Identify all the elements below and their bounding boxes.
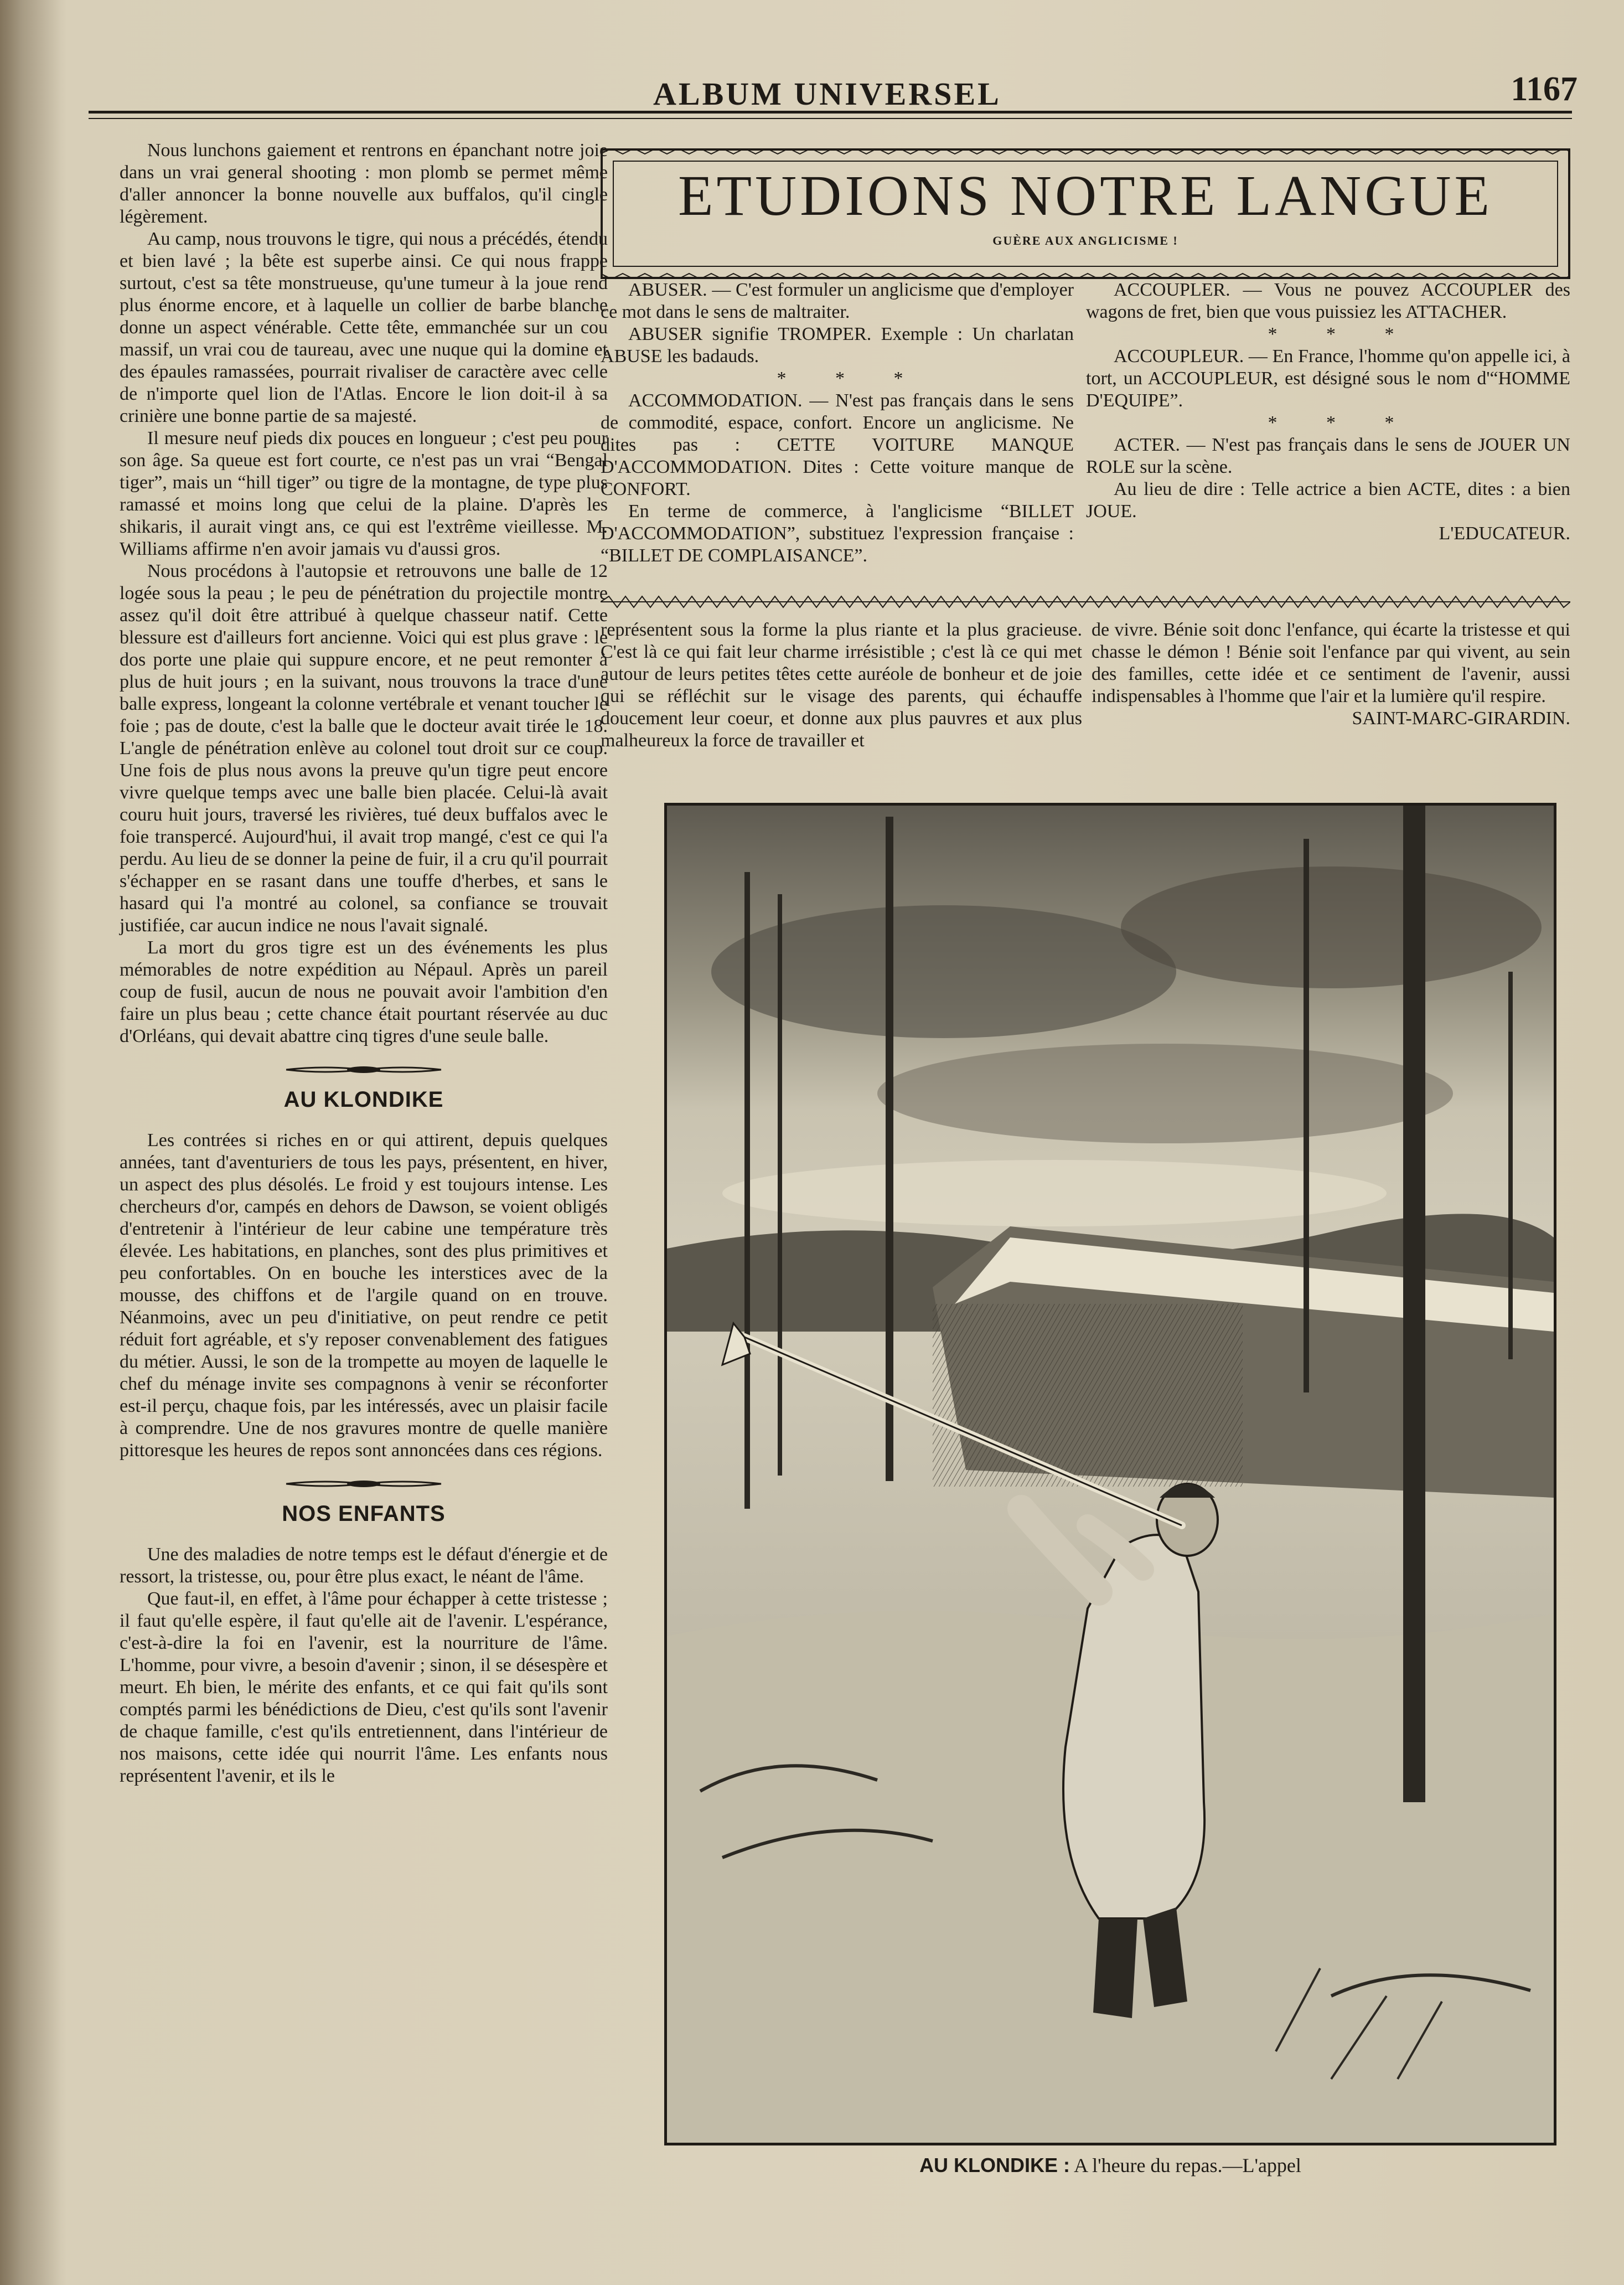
- header-rule: [89, 111, 1572, 119]
- engraving-illustration: [667, 806, 1554, 2143]
- enfants-signature: SAINT-MARC-GIRARDIN.: [1352, 708, 1570, 729]
- ornament-divider: [120, 1064, 608, 1075]
- zigzag-divider: [601, 594, 1570, 610]
- section-title-klondike: AU KLONDIKE: [283, 1087, 444, 1112]
- langue-title: ETUDIONS NOTRE LANGUE: [677, 164, 1493, 228]
- paragraph: En terme de commerce, à l'anglicisme “BILLET D'ACCOMMODATION”, substituez l'expression française : “BILLET DE COMPLAISANCE”.: [601, 501, 1074, 566]
- left-column: [120, 140, 608, 1787]
- caption-lead: AU KLONDIKE :: [919, 2154, 1070, 2176]
- stars-separator: * * *: [777, 368, 925, 389]
- paragraph: Que faut-il, en effet, à l'âme pour échapper à cette tristesse ; il faut qu'elle espère, il faut qu'elle ait de l'avenir. L'espérance, c'est-à-dire la foi en l'avenir, est la nourriture de l'âme. L'homme, pour vivre, a besoin d'avenir ; sinon, il se désespère et meurt. Eh bien, le mérite des enfants, et ce qui fait qu'ils sont comptés parmi les bénédictions de Dieu, c'est qu'ils sont l'avenir de chaque famille, c'est qu'ils entretiennent, dans l'intérieur de nos maisons, cette idée qui nourrit l'âme. Les enfants nous représentent l'avenir, et ils le: [120, 1588, 608, 1786]
- langue-right-column: [1086, 279, 1570, 545]
- langue-signature: L'EDUCATEUR.: [1439, 523, 1570, 544]
- paragraph: La mort du gros tigre est un des événements les plus mémorables de notre expédition au Népaul. Après un pareil coup de fusil, aucun de nous ne pouvait avoir l'ambition d'en faire un plus beau ; cette chance était pourtant réservée au duc d'Orléans, qui devait abattre cinq tigres d'une seule balle.: [120, 937, 608, 1046]
- langue-title-box: [601, 148, 1570, 279]
- running-title: ALBUM UNIVERSEL: [653, 76, 1001, 112]
- paragraph: ABUSER. — C'est formuler un anglicisme que d'employer ce mot dans le sens de maltraiter.: [601, 280, 1074, 322]
- paragraph: Au lieu de dire : Telle actrice a bien ACTE, dites : a bien JOUE.: [1086, 479, 1570, 522]
- paragraph: Nous lunchons gaiement et rentrons en épanchant notre joie dans un vrai general shooting : mon plomb se permet même d'aller annoncer la bonne nouvelle aux buffalos, qu'il cingle légèrement.: [120, 140, 608, 227]
- figure-caption: [664, 2154, 1556, 2177]
- binding-shadow: [0, 0, 66, 2285]
- page-number: 1167: [1511, 70, 1578, 108]
- paragraph: de vivre. Bénie soit donc l'enfance, qui écarte la tristesse et qui chasse le démon ! Bénie soit l'enfance par qui vivent, au sein des familles, cette idée et ce sentiment de l'avenir, aussi indispensables à l'homme que l'air et la lumière qu'il respire.: [1092, 620, 1570, 706]
- paragraph: Il mesure neuf pieds dix pouces en longueur ; c'est peu pour son âge. Sa queue est fort courte, ce n'est pas un vrai “Bengal tiger”, mais un “hill tiger” ou tigre de la montagne, de type plus ramassé et moins long que celui de la plaine. D'après les shikaris, il aurait vingt ans, ce qui est l'extrême vieillesse. M. Williams affirme n'en avoir jamais vu d'aussi gros.: [120, 428, 608, 559]
- langue-subtitle: GUÈRE AUX ANGLICISME !: [992, 234, 1178, 247]
- paragraph: Au camp, nous trouvons le tigre, qui nous a précédés, étendu et bien lavé ; la bête est superbe ainsi. Ce qui nous frappe surtout, c'est sa tête monstrueuse, qu'une tumeur à la joue rend plus énorme encore, et à laquelle un collier de barbe blanche donne un aspect vénérable. Cette tête, emmanchée sur un cou massif, un vrai cou de taureau, avec une nuque qui la domine et des épaules ramassées, pourrait rivaliser de caractère avec celle de n'importe quel lion de l'Atlas. Encore le lion doit-il à sa crinière une bonne partie de sa majesté.: [120, 229, 608, 426]
- klondike-engraving: [664, 803, 1556, 2145]
- paragraph: ACCOMMODATION. — N'est pas français dans le sens de commodité, espace, confort. Encore un anglicisme. Ne dites pas : CETTE VOITURE MANQUE D'ACCOMMODATION. Dites : Cette voiture manque de CONFORT.: [601, 390, 1074, 499]
- paragraph: Nous procédons à l'autopsie et retrouvons une balle de 12 logée sous la peau ; le peu de pénétration du projectile montre assez qu'il doit être attribué à quelque chasseur natif. Cette blessure est d'ailleurs fort ancienne. Voici qui est plus grave : le dos porte une plaie qui suppure encore, et ne peut remonter à plus de huit jours ; en la suivant, nous trouvons la trace d'une balle express, longeant la colonne vertébrale et venant toucher le foie ; pas de doute, c'est la balle que le docteur avait tirée le 18. L'angle de pénétration enlève au colonel tout droit sur ce coup. Une fois de plus nous avons la preuve qu'un tigre peut encore vivre quelque temps avec une balle bien placée. Celui-là avait couru huit jours, traversé les rivières, tué deux buffalos avec le foie transpercé. Aujourd'hui, il avait trop mangé, c'est ce qui l'a perdu. Au lieu de se donner la peine de fuir, il a cru qu'il pourrait s'échapper en se rasant dans une touffe d'herbes, et sans le hasard qui l'a montré au colonel, sa confiance se trouvait justifiée, car aucun indice ne nous l'avait signalé.: [120, 561, 608, 936]
- paragraph: ACCOUPLEUR. — En France, l'homme qu'on appelle ici, à tort, un ACCOUPLEUR, est désigné sous le nom d'“HOMME D'EQUIPE”.: [1086, 346, 1570, 411]
- paragraph: ABUSER signifie TROMPER. Exemple : Un charlatan ABUSE les badauds.: [601, 324, 1074, 367]
- enfants-continued-left: [601, 619, 1082, 752]
- paragraph: Les contrées si riches en or qui attirent, depuis quelques années, tant d'aventuriers de tous les pays, présentent, en hiver, un aspect des plus désolés. Le froid y est toujours intense. Les chercheurs d'or, campés en dehors de Dawson, se voient obligés d'entretenir à l'intérieur de leur cabine une température très élevée. Les habitations, en planches, sont des plus primitives et peu confortables. On en bouche les interstices avec de la mousse, des chiffons et de l'argile quand on en trouve. Néanmoins, avec un peu d'initiative, on peut rendre ce petit réduit fort agréable, et s'y reposer convenablement des fatigues du métier. Aussi, le son de la trompette au moyen de laquelle le chef du ménage invite ses compagnons à venir se réconforter est-il perçu, chaque fois, par les intéressés, avec un plaisir facile à comprendre. Une de nos gravures montre de quelle manière pittoresque les heures de repos sont annoncées dans ces régions.: [120, 1130, 608, 1461]
- enfants-continued-right: [1092, 619, 1570, 730]
- section-title-enfants: NOS ENFANTS: [282, 1502, 446, 1526]
- paragraph: ACTER. — N'est pas français dans le sens de JOUER UN ROLE sur la scène.: [1086, 435, 1570, 477]
- langue-left-column: [601, 279, 1074, 567]
- stars-separator: * * *: [1268, 412, 1416, 433]
- caption-text: A l'heure du repas.—L'appel: [1074, 2154, 1301, 2176]
- ornament-divider: [120, 1478, 608, 1489]
- paragraph: ACCOUPLER. — Vous ne pouvez ACCOUPLER des wagons de fret, bien que vous puissiez les ATTACHER.: [1086, 280, 1570, 322]
- stars-separator: * * *: [1268, 324, 1416, 344]
- paragraph: représentent sous la forme la plus riante et la plus gracieuse. C'est là ce qui fait leur charme irrésistible ; c'est là ce qui met autour de leurs petites têtes cette auréole de bonheur et de joie qui se réfléchit sur le visage des parents, qui échauffe doucement leur coeur, et donne aux plus pauvres et aux plus malheureux la force de travailler et: [601, 620, 1082, 751]
- paragraph: Une des maladies de notre temps est le défaut d'énergie et de ressort, la tristesse, ou, pour être plus exact, le néant de l'âme.: [120, 1544, 608, 1587]
